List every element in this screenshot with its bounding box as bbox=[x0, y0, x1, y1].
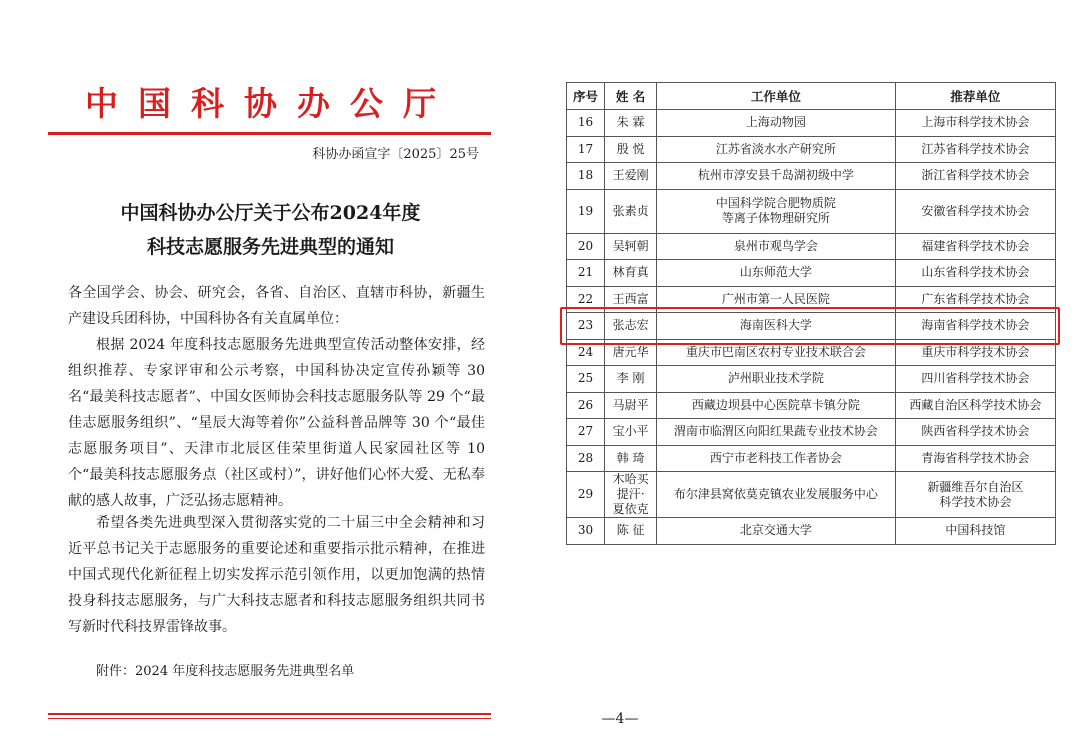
cell-serial: 16 bbox=[567, 110, 605, 137]
cell-recommender: 福建省科学技术协会 bbox=[895, 233, 1055, 260]
table-row bbox=[567, 189, 1056, 233]
cell-recommender: 浙江省科学技术协会 bbox=[895, 163, 1055, 190]
cell-recommender bbox=[895, 472, 1055, 518]
cell-recommender: 中国科技馆 bbox=[895, 518, 1055, 545]
cell-recommender: 青海省科学技术协会 bbox=[895, 445, 1055, 472]
cell-name: 陈 征 bbox=[605, 518, 657, 545]
cell-recommender-line1: 新疆维吾尔自治区 bbox=[927, 479, 1024, 494]
cell-serial: 29 bbox=[567, 472, 605, 518]
notice-title-line1: 中国科协办公厅关于公布2024年度 bbox=[120, 202, 421, 224]
cell-serial: 18 bbox=[567, 163, 605, 190]
table-header-row bbox=[567, 83, 1056, 110]
cell-recommender: 山东省科学技术协会 bbox=[895, 260, 1055, 287]
table-row bbox=[567, 472, 1056, 518]
cell-work-unit bbox=[657, 189, 895, 233]
attachment-line: 附件：2024 年度科技志愿服务先进典型名单 bbox=[96, 664, 355, 679]
cell-work-unit: 海南医科大学 bbox=[657, 313, 895, 340]
header-red-rule bbox=[48, 132, 491, 135]
cell-serial: 17 bbox=[567, 136, 605, 163]
cell-serial: 23 bbox=[567, 313, 605, 340]
cell-work-unit: 杭州市淳安县千岛湖初级中学 bbox=[657, 163, 895, 190]
cell-name: 唐元华 bbox=[605, 339, 657, 366]
cell-serial: 30 bbox=[567, 518, 605, 545]
cell-name: 吴轲朝 bbox=[605, 233, 657, 260]
cell-work-unit-line2: 等离子体物理研究所 bbox=[721, 211, 830, 225]
table-row bbox=[567, 419, 1056, 446]
table-row bbox=[567, 163, 1056, 190]
cell-serial: 22 bbox=[567, 286, 605, 313]
cell-name: 张素贞 bbox=[605, 189, 657, 233]
cell-serial: 28 bbox=[567, 445, 605, 472]
cell-name-line1: 木哈买 bbox=[612, 472, 649, 486]
table-row bbox=[567, 518, 1056, 545]
cell-work-unit: 西宁市老科技工作者协会 bbox=[657, 445, 895, 472]
cell-name: 张志宏 bbox=[605, 313, 657, 340]
cell-recommender: 广东省科学技术协会 bbox=[895, 286, 1055, 313]
cell-serial: 25 bbox=[567, 366, 605, 393]
cell-name-line3: 夏依克 bbox=[612, 502, 649, 516]
cell-work-unit: 重庆市巴南区农村专业技术联合会 bbox=[657, 339, 895, 366]
cell-name: 宝小平 bbox=[605, 419, 657, 446]
header-serial: 序号 bbox=[567, 83, 605, 110]
page-number: —4— bbox=[601, 711, 639, 727]
cell-name: 王西富 bbox=[605, 286, 657, 313]
cell-work-unit: 上海动物园 bbox=[657, 110, 895, 137]
cell-serial: 20 bbox=[567, 233, 605, 260]
cell-work-unit-line1: 中国科学院合肥物质院 bbox=[715, 196, 836, 210]
header-name: 姓 名 bbox=[605, 83, 657, 110]
table-row bbox=[567, 392, 1056, 419]
body-paragraph-1: 根据 2024 年度科技志愿服务先进典型宣传活动整体安排，经组织推荐、专家评审和公示考察，中国科协决定宣传孙颖等 30 名“最美科技志愿者”、中国女医师协会科技志愿服务队等 29 个“最佳志愿服务组织”、“星辰大海等着你”公益科普品牌等 30 个“最佳志愿服务项目”、天津市北辰区佳荣里街道人民家园社区等 10 个“最美科技志愿服务点（社区或村）”，讲好他们心怀大爱、无私奉献的感人故事，广泛弘扬志愿精神。 bbox=[68, 337, 485, 509]
cell-serial: 26 bbox=[567, 392, 605, 419]
cell-serial: 24 bbox=[567, 339, 605, 366]
cell-recommender: 西藏自治区科学技术协会 bbox=[895, 392, 1055, 419]
agency-title: 中国科协办公厅 bbox=[85, 84, 456, 123]
cell-recommender: 江苏省科学技术协会 bbox=[895, 136, 1055, 163]
cell-name: 林育真 bbox=[605, 260, 657, 287]
table-row bbox=[567, 445, 1056, 472]
cell-work-unit: 布尔津县窝依莫克镇农业发展服务中心 bbox=[657, 472, 895, 518]
cell-name bbox=[605, 472, 657, 518]
cell-recommender: 陕西省科学技术协会 bbox=[895, 419, 1055, 446]
cell-work-unit: 西藏边坝县中心医院草卡镇分院 bbox=[657, 392, 895, 419]
table-row bbox=[567, 110, 1056, 137]
table-row bbox=[567, 136, 1056, 163]
addressee-paragraph: 各全国学会、协会、研究会，各省、自治区、直辖市科协，新疆生产建设兵团科协，中国科协各有关直属单位： bbox=[68, 285, 485, 327]
table-row bbox=[567, 233, 1056, 260]
cell-serial: 27 bbox=[567, 419, 605, 446]
footer-red-rule-thin bbox=[48, 718, 491, 719]
cell-work-unit: 广州市第一人民医院 bbox=[657, 286, 895, 313]
cell-work-unit: 江苏省淡水水产研究所 bbox=[657, 136, 895, 163]
cell-name: 朱 霖 bbox=[605, 110, 657, 137]
cell-name: 王爱刚 bbox=[605, 163, 657, 190]
cell-name: 韩 琦 bbox=[605, 445, 657, 472]
cell-work-unit: 泉州市观鸟学会 bbox=[657, 233, 895, 260]
cell-work-unit: 渭南市临渭区向阳红果蔬专业技术协会 bbox=[657, 419, 895, 446]
row-highlight-box bbox=[560, 307, 1060, 346]
table-row bbox=[567, 260, 1056, 287]
cell-name: 马尉平 bbox=[605, 392, 657, 419]
cell-serial: 19 bbox=[567, 189, 605, 233]
cell-work-unit: 山东师范大学 bbox=[657, 260, 895, 287]
table-row bbox=[567, 366, 1056, 393]
notice-title-line2: 科技志愿服务先进典型的通知 bbox=[146, 236, 394, 258]
cell-recommender: 上海市科学技术协会 bbox=[895, 110, 1055, 137]
cell-name: 殷 悦 bbox=[605, 136, 657, 163]
cell-name-line2: 提汗· bbox=[616, 487, 645, 501]
cell-serial: 21 bbox=[567, 260, 605, 287]
footer-red-rule bbox=[48, 713, 491, 715]
document-number: 科协办函宣字〔2025〕25号 bbox=[312, 147, 479, 162]
cell-name: 李 刚 bbox=[605, 366, 657, 393]
cell-recommender: 海南省科学技术协会 bbox=[895, 313, 1055, 340]
cell-recommender: 重庆市科学技术协会 bbox=[895, 339, 1055, 366]
body-paragraph-2: 希望各类先进典型深入贯彻落实党的二十届三中全会精神和习近平总书记关于志愿服务的重要论述和重要指示批示精神，在推进中国式现代化新征程上切实发挥示范引领作用，以更加饱满的热情投身科技志愿服务，与广大科技志愿者和科技志愿服务组织共同书写新时代科技界雷锋故事。 bbox=[68, 515, 485, 635]
header-recommender: 推荐单位 bbox=[895, 83, 1055, 110]
cell-work-unit: 北京交通大学 bbox=[657, 518, 895, 545]
cell-work-unit: 泸州职业技术学院 bbox=[657, 366, 895, 393]
cell-recommender-line2: 科学技术协会 bbox=[939, 494, 1012, 509]
header-work-unit: 工作单位 bbox=[657, 83, 895, 110]
cell-recommender: 安徽省科学技术协会 bbox=[895, 189, 1055, 233]
cell-recommender: 四川省科学技术协会 bbox=[895, 366, 1055, 393]
